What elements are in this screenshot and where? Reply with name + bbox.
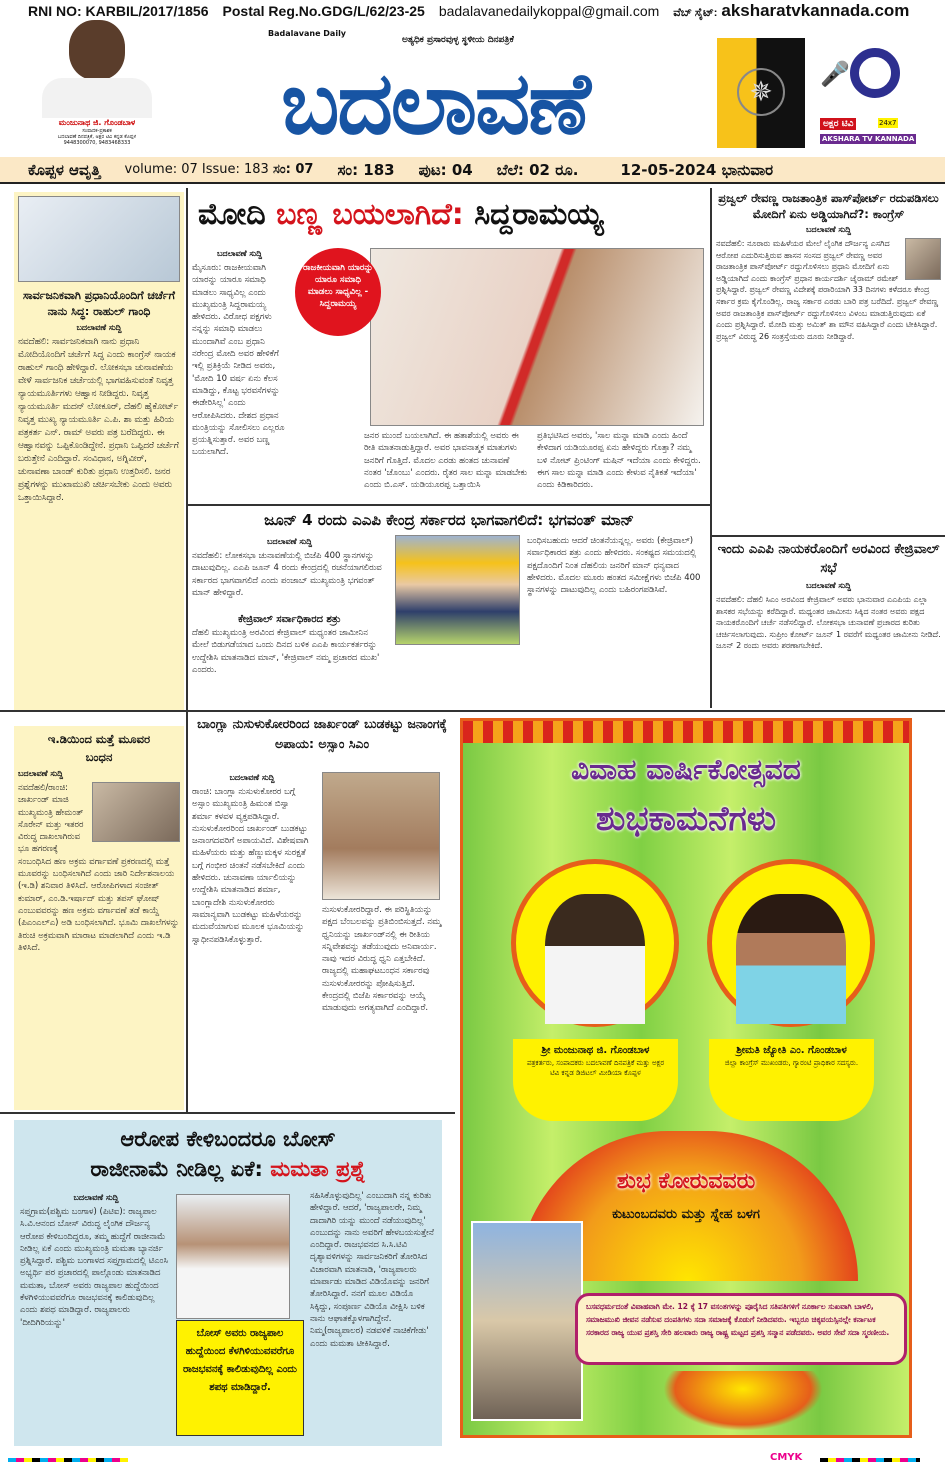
subheadline: ಕೇಜ್ರಿವಾಲ್ ಸರ್ವಾಧಿಕಾರದ ಶತ್ರು: [238, 614, 341, 625]
ad-message: ಬಸವಧರ್ಮದಂತೆ ವಿವಾಹವಾಗಿ ಮೇ. 12 ಕ್ಕೆ 17 ವಸಂತಗಳನ್ನು ಪೂರೈಸಿದ ಸತಿಪತಿಗಳಿಗೆ ನೂರ್ಕಾಲ ಸುಖವಾಗಿ ಬಾಳಲಿ, ಸಮಾಜಮುಖಿ ಜೀವನ ನಡೆಸುವ ದಂಪತಿಗಳು ಸದಾ ಸಮಾಜಕ್ಕೆ ಕೊಡುಗೆ ನೀಡಿದವರು. ಇಬ್ಬರೂ ಚಿಕ್ಕವಯಸ್ಸಿನಲ್ಲೇ ಕರ್ನಾಟಕ ಸರಕಾರದ ರಾಜ್ಯ ಯುವ ಪ್ರಶಸ್ತಿ ಸೇರಿ ಹಲವಾರು ರಾಜ್ಯ ರಾಷ್ಟ್ರ ಮಟ್ಟದ ಪ್ರಶಸ್ತಿ ಸನ್ಮಾನ ಪಡೆದವರು. ಅವರ ಸೇವೆ ಸದಾ ಸ್ಮರಣೀಯ.: [575, 1293, 907, 1365]
byline: ಬದಲಾವಣೆ ಸುದ್ದಿ: [266, 537, 313, 546]
story-body: ರಾಂಚಿ: ಬಾಂಗ್ಲಾ ನುಸುಳುಕೋರರ ಬಗ್ಗೆ ಅಸ್ಸಾಂ ಮುಖ್ಯಮಂತ್ರಿ ಹಿಮಂತ ಬಿಸ್ವಾ ಶರ್ಮಾ ಕಳವಳ ವ್ಯಕ್ತಪಡಿಸಿದ್ದಾರೆ. ನುಸುಳುಕೋರರಿಂದ ಜಾರ್ಖಂಡ್ ಬುಡಕಟ್ಟು ಜನಾಂಗದವರಿಗೆ ಅಪಾಯವಿದೆ. ವಿಶೇಷವಾಗಿ ಮಹಿಳೆಯರು ಮತ್ತು ಹೆಣ್ಣುಮಕ್ಕಳ ಸುರಕ್ಷತೆ ಬಗ್ಗೆ ಗಂಭೀರ ಚಿಂತನೆ ನಡೆಸಬೇಕಿದೆ ಎಂದು ಹೇಳಿದರು. ಚುನಾವಣಾ ರ್ಯಾಲಿಯನ್ನು ಉದ್ದೇಶಿಸಿ ಮಾತನಾಡಿದ ಶರ್ಮಾ, ಬಾಂಗ್ಲಾದೇಶಿ ನುಸುಳುಕೋರರು ಸಾಮಾನ್ಯವಾಗಿ ಬುಡಕಟ್ಟು ಮಹಿಳೆಯರನ್ನು ಮದುವೆಯಾಗುವ ಮೂಲಕ ಭೂಮಿಯನ್ನು ಸ್ವಾಧೀನಪಡಿಸಿಕೊಳ್ಳುತ್ತಾರೆ.: [192, 787, 309, 945]
tv-name: ಅಕ್ಷರ ಟಿವಿ: [820, 118, 856, 130]
editor-name: ಮಂಜುನಾಥ ಜಿ. ಗೊಂಡಬಾಳ: [58, 118, 136, 127]
microphone-icon: 🎤: [820, 60, 850, 88]
story-body: ಬಂಧಿಸಬಹುದು ಆದರೆ ಚಿಂತನೆಯನ್ನಲ್ಲ. ಅವರು (ಕೇಜ್ರಿವಾಲ್) ಸರ್ವಾಧಿಕಾರದ ಶತ್ರು ಎಂದು ಹೇಳಿದರು. ಸಂಕಷ್ಟದ ಸಮಯದಲ್ಲಿ ಪಕ್ಷದೊಂದಿಗೆ ನಿಂತ ದೆಹಲಿಯ ಜನರಿಗೆ ಮಾನ್ ಧನ್ಯವಾದ ಹೇಳಿದರು. ಮೊದಲ ಮೂರು ಹಂತದ ಸಮೀಕ್ಷೆಗಳು ಬಿಜೆಪಿ 400 ಸ್ಥಾನಗಳನ್ನು ದಾಟುವುದಿಲ್ಲ ಎಂದು ಬಹಿರಂಗಪಡಿಸಿವೆ.: [527, 536, 701, 596]
story-mann: [192, 508, 706, 708]
english-name: Badalavane Daily: [268, 29, 347, 38]
headline: ಇ.ಡಿಯಿಂದ ಮತ್ತೆ ಮೂವರ ಬಂಧನ: [47, 732, 151, 764]
headline-line: ಆರೋಪ ಕೇಳಿಬಂದರೂ ಬೋಸ್: [120, 1127, 336, 1151]
story-body: ಜನರ ಮುಂದೆ ಬಯಲಾಗಿದೆ. ಈ ಹತಾಶೆಯಲ್ಲಿ ಅವರು ಈ ರೀತಿ ಮಾತನಾಡುತ್ತಿದ್ದಾರೆ. ಅವರ ಭಾವನಾತ್ಮಕ ಮಾತುಗಳು ಜನರಿಗೆ ಗೊತ್ತಿದೆ. ಮೊದಲ ಎರಡು ಹಂತದ ಚುನಾವಣೆ ನಂತರ 'ಚೊಂಬು' ಎಂದರು. ರೈತರ ಸಾಲ ಮನ್ನಾ ಮಾಡಬೇಕು ಎಂದು ಬಿ.ಎಸ್. ಯಡಿಯೂರಪ್ಪ ಒತ್ತಾಯಿಸಿ: [364, 431, 528, 491]
temple-photo: [471, 1221, 583, 1421]
story-body: ನವದೆಹಲಿ: ದೆಹಲಿ ಸಿಎಂ ಅರವಿಂದ ಕೇಜ್ರಿವಾಲ್ ಅವರು ಭಾನುವಾರ ಎಎಪಿಯ ಎಲ್ಲಾ ಶಾಸಕರ ಸಭೆಯನ್ನು ಕರೆದಿದ್ದಾರೆ. ಮಧ್ಯಂತರ ಜಾಮೀನು ಸಿಕ್ಕಿದ ನಂತರ ಅವರು ಪಕ್ಷದ ನಾಯಕರೊಂದಿಗೆ ಚರ್ಚೆ ನಡೆಸಲಿದ್ದಾರೆ. ಲೋಕಸಭಾ ಚುನಾವಣೆ ಪ್ರಚಾರದ ಕುರಿತು ಚರ್ಚಿಸಲಾಗುವುದು. ಸುಪ್ರೀಂ ಕೋರ್ಟ್ ಜೂನ್ 1 ರವರೆಗೆ ಮಧ್ಯಂತರ ಜಾಮೀನು ನೀಡಿದೆ. ಜೂನ್ 2 ರಂದು ಅವರು ಶರಣಾಗಬೇಕಿದೆ.: [716, 595, 941, 651]
headline-part: ಮೋದಿ: [198, 197, 266, 232]
postal-reg: Postal Reg.No.GDG/L/62/23-25: [222, 3, 425, 19]
headline: ಸಾರ್ವಜನಿಕವಾಗಿ ಪ್ರಧಾನಿಯೊಂದಿಗೆ ಚರ್ಚೆಗೆ ನಾನು ಸಿದ್ಧ: ರಾಹುಲ್ ಗಾಂಧಿ: [23, 289, 175, 318]
headline: ಜೂನ್ 4 ರಂದು ಎಎಪಿ ಕೇಂದ್ರ ಸರ್ಕಾರದ ಭಾಗವಾಗಲಿದೆ: ಭಗವಂತ್ ಮಾನ್: [264, 511, 634, 529]
person1-desc: ಪತ್ರಕರ್ತರು, ಸಂಪಾದಕರು ಬದಲಾವಣೆ ದಿನಪತ್ರಿಕೆ ಮತ್ತು ಅಕ್ಷರ ಟಿವಿ ಕನ್ನಡ ಡಿಜಿಟಲ್ ಮೀಡಿಯಾ ಕೊಪ್ಪಳ: [526, 1059, 665, 1077]
byline: ಬದಲಾವಣೆ ಸುದ್ದಿ: [76, 323, 122, 332]
editor-desc: ಬದಲಾವಣೆ ದಿನಪತ್ರಿಕೆ, ಅಕ್ಷರ ಟಿವಿ ಕನ್ನಡ ಕೊಪ್ಪಳ: [57, 134, 137, 140]
editor-photo: [32, 20, 162, 155]
tagline: ಅತ್ಯಧಿಕ ಪ್ರಸಾರವುಳ್ಳ ಸ್ಥಳೀಯ ದಿನಪತ್ರಿಕೆ: [402, 35, 514, 45]
pull-quote: ಬೋಸ್ ಅವರು ರಾಜ್ಯಪಾಲ ಹುದ್ದೆಯಿಂದ ಕೆಳಗಿಳಿಯುವವರೆಗೂ ರಾಜಭವನಕ್ಕೆ ಕಾಲಿಡುವುದಿಲ್ಲ ಎಂದು ಶಪಥ ಮಾಡಿದ್ದಾರೆ.: [176, 1320, 304, 1436]
hemant-soren-photo: [92, 782, 180, 842]
divider: [712, 535, 945, 537]
email: badalavanedailykoppal@gmail.com: [438, 3, 660, 19]
headline: ಇಂದು ಎಎಪಿ ನಾಯಕರೊಂದಿಗೆ ಅರವಿಂದ ಕೇಜ್ರಿವಾಲ್ ಸಭೆ: [717, 542, 940, 576]
bhagwant-mann-photo: [395, 535, 520, 645]
website-label: ವೆಬ್ ಸೈಟ್:: [673, 7, 718, 19]
story-body: ಸಹಿಸಿಕೊಳ್ಳುವುದಿಲ್ಲ' ಎಂಬುದಾಗಿ ನನ್ನ ಕುರಿತು ಹೇಳಿದ್ದಾರೆ. ಆದರೆ, 'ರಾಜ್ಯಪಾಲರೇ, ನಿಮ್ಮ ದಾದಾಗಿರಿ ಯನ್ನು ಮುಂದೆ ನಡೆಯುವುದಿಲ್ಲ' ಎಂಬುದನ್ನು ನಾನು ಅವರಿಗೆ ಹೇಳಬಯಸುತ್ತೇನೆ ಎಂದಿದ್ದಾರೆ. ರಾಜಭವನದ ಸಿ.ಸಿ.ಟಿವಿ ದೃಶ್ಯಾವಳಿಗಳನ್ನು ಸಾರ್ವಜನಿಕರಿಗೆ ತೋರಿಸಿದ ವಿಚಾರವಾಗಿ ಮಾತನಾಡಿ, 'ರಾಜ್ಯಪಾಲರು ಮಾರ್ಪಾಡು ಮಾಡಿದ ವಿಡಿಯೊವನ್ನು ಜನರಿಗೆ ತೋರಿಸಿದ್ದಾರೆ. ನನಗೆ ಮೂಲ ವಿಡಿಯೊ ಸಿಕ್ಕಿದ್ದು, ಸಂಪೂರ್ಣ ವಿಡಿಯೊ ವೀಕ್ಷಿಸಿ ಬಳಿಕ ನಾನು ಆಘಾತಕ್ಕೊಳಗಾಗಿದ್ದೇನೆ. ನಿಮ್ಮ(ರಾಜ್ಯಪಾಲರ) ನಡವಳಿಕೆ ನಾಚಿಕೆಗೇಡು' ಎಂದು ಮಮತಾ ಟೀಕಿಸಿದ್ದಾರೆ.: [310, 1191, 434, 1349]
headline: ಪ್ರಜ್ವಲ್ ರೇವಣ್ಣ ರಾಜತಾಂತ್ರಿಕ ಪಾಸ್‌ಪೋರ್ಟ್ ರದುಪಡಿಸಲು ಮೋದಿಗೆ ಏನು ಅಡ್ಡಿಯಾಗಿದೆ?: ಕಾಂಗ್ರೆಸ್: [718, 191, 939, 221]
date: 12-05-2024 ಭಾನುವಾರ: [620, 160, 774, 179]
person2-portrait: [707, 859, 875, 1027]
newspaper-logo: ಬದಲಾವಣೆ: [281, 54, 589, 154]
divider: [0, 1112, 455, 1114]
byline: ಬದಲಾವಣೆ ಸುದ್ದಿ: [216, 249, 263, 258]
akshara-tv-logo: [818, 40, 915, 148]
story-body: ನವದೆಹಲಿ: ಲೋಕಸಭಾ ಚುನಾವಣೆಯಲ್ಲಿ ಬಿಜೆಪಿ 400 ಸ್ಥಾನಗಳನ್ನು ದಾಟುವುದಿಲ್ಲ. ಎಎಪಿ ಜೂನ್ 4 ರಂದು ಕೇಂದ್ರದಲ್ಲಿ ರಚನೆಯಾಗಲಿರುವ ಸರ್ಕಾರದ ಭಾಗವಾಗಲಿದೆ ಎಂದು ಪಂಜಾಬ್ ಮುಖ್ಯಮಂತ್ರಿ ಭಗವಂತ್ ಮಾನ್ ಹೇಳಿದ್ದಾರೆ.: [192, 551, 382, 598]
wishers-subtitle: ಕುಟುಂಬದವರು ಮತ್ತು ಸ್ನೇಹ ಬಳಗ: [612, 1207, 760, 1222]
story-mamata: [14, 1120, 442, 1446]
headline: ಬಾಂಗ್ಲಾ ನುಸುಳುಕೋರರಿಂದ ಜಾರ್ಖಂಡ್ ಬುಡಕಟ್ಟು ಜನಾಂಗಕ್ಕೆ ಅಪಾಯ: ಅಸ್ಸಾಂ ಸಿಎಂ: [197, 716, 447, 751]
story-body: ನುಸುಳುಕೋರರಿದ್ದಾರೆ. ಈ ಪರಿಸ್ಥಿತಿಯನ್ನು ಪಕ್ಷದ ಬೆಂಬಲವನ್ನು ಪ್ರತಿಬಿಂಬಿಸುತ್ತದೆ. ನಮ್ಮ ಧ್ವನಿಯನ್ನು ಜಾರ್ಖಂಡ್‌ನಲ್ಲಿ ಈ ರೀತಿಯ ಸನ್ನಿವೇಶವನ್ನು ತಡೆಯುವುದು ಅನಿವಾರ್ಯ. ನಾವು ಇದರ ವಿರುದ್ಧ ಧ್ವನಿ ಎತ್ತಬೇಕಿದೆ. ರಾಜ್ಯದಲ್ಲಿ ಮಹಾಘಟಬಂಧನ ಸರ್ಕಾರವು ನುಸುಳುಕೋರರನ್ನು ಪೋಷಿಸುತ್ತಿದೆ. ಕೇಂದ್ರದಲ್ಲಿ ಬಿಜೆಪಿ ಸರ್ಕಾರವನ್ನು ಆಯ್ಕೆ ಮಾಡುವುದು ಅಗತ್ಯವಾಗಿದೆ ಎಂದಿದ್ದಾರೆ.: [322, 905, 442, 1014]
tv-badge: 24x7: [879, 119, 897, 127]
registration-marks: [0, 1452, 945, 1475]
byline: ಬದಲಾವಣೆ ಸುದ್ದಿ: [229, 773, 275, 782]
divider: [186, 712, 188, 1112]
story-prajwal: [716, 190, 941, 533]
ad-title-2: ಶುಭಕಾಮನೆಗಳು: [595, 799, 777, 839]
tv-english: AKSHARA TV KANNADA: [822, 135, 915, 143]
byline: ಬದಲಾವಣೆ ಸುದ್ದಿ: [805, 225, 852, 234]
sam-1: ಸಂ: 07: [272, 162, 314, 177]
person2-name: ಶ್ರೀಮತಿ ಜ್ಯೋತಿ ಎಂ. ಗೊಂಡಬಾಳ: [736, 1045, 847, 1056]
person1-name: ಶ್ರೀ ಮಂಜುನಾಥ ಜಿ. ಗೊಂಡಬಾಳ: [541, 1045, 650, 1056]
wishers-title: ಶುಭ ಕೋರುವವರು: [616, 1169, 756, 1194]
story-body: ದೆಹಲಿ ಮುಖ್ಯಮಂತ್ರಿ ಅರವಿಂದ ಕೇಜ್ರಿವಾಲ್ ಮಧ್ಯಂತರ ಜಾಮೀನಿನ ಮೇಲೆ ಬಿಡುಗಡೆಯಾದ ಒಂದು ದಿನದ ಬಳಿಕ ಎಎಪಿ ಕಾರ್ಯಕರ್ತರನ್ನು ಉದ್ದೇಶಿಸಿ ಮಾತನಾಡಿದ ಮಾನ್, 'ಕೇಜ್ರಿವಾಲ್ ನಮ್ಮ ಪ್ರಚಾರದ ಮುಖ' ಎಂದರು.: [192, 628, 380, 675]
top-info-line: [0, 0, 945, 22]
quote-badge: ರಾಜಕೀಯವಾಗಿ ಯಾರನ್ನು ಯಾರೂ ಸಮಾಧಿ ಮಾಡಲು ಸಾಧ್ಯವಿಲ್ಲ - ಸಿದ್ದರಾಮಯ್ಯ: [295, 248, 381, 336]
story-modi: [192, 190, 706, 502]
person2-desc: ಜಿಲ್ಲಾ ಕಾಂಗ್ರೆಸ್ ಮುಖಂಡರು, ಗ್ಯಾರಂಟಿ ಪ್ರಾಧಿಕಾರ ಸದಸ್ಯರು.: [724, 1059, 859, 1067]
story-body: ನವದೆಹಲಿ: ಸಾರ್ವಜನಿಕವಾಗಿ ನಾನು ಪ್ರಧಾನಿ ಮೋದಿಯೊಂದಿಗೆ ಚರ್ಚೆಗೆ ಸಿದ್ಧ ಎಂದು ಕಾಂಗ್ರೆಸ್ ನಾಯಕ ರಾಹುಲ್ ಗಾಂಧಿ ಹೇಳಿದ್ದಾರೆ. ಲೋಕಸಭಾ ಚುನಾವಣೆಯ ವೇಳೆ ಸಾರ್ವಜನಿಕ ಚರ್ಚೆಯಲ್ಲಿ ಭಾಗವಹಿಸುವಂತೆ ನಿವೃತ್ತ ನ್ಯಾಯಮೂರ್ತಿಗಳು ಆಹ್ವಾನ ನೀಡಿದ್ದರು. ನಿವೃತ್ತ ನ್ಯಾಯಮೂರ್ತಿ ಮದನ್ ಲೋಕೂರ್, ದೆಹಲಿ ಹೈಕೋರ್ಟ್ ನಿವೃತ್ತ ಮುಖ್ಯ ನ್ಯಾಯಮೂರ್ತಿ ಎ.ಪಿ. ಶಾ ಮತ್ತು ಹಿರಿಯ ಪತ್ರಕರ್ತ ಎನ್. ರಾಮ್ ಅವರು ಪತ್ರ ಬರೆದಿದ್ದರು. ಈ ಆಹ್ವಾನವನ್ನು ಒಪ್ಪಿಕೊಂಡಿದ್ದೇನೆ. ಪ್ರಧಾನಿ ಒಪ್ಪಿದರೆ ಚರ್ಚೆಗೆ ಬರುತ್ತೇನೆ ಎಂದಿದ್ದಾರೆ. ಸಂವಿಧಾನ, ಅಗ್ನಿವೀರ್, ಚುನಾವಣಾ ಬಾಂಡ್ ಕುರಿತು ಪ್ರಧಾನಿ ಉತ್ತರಿಸಲಿ. ಜನರ ಪ್ರಶ್ನೆಗಳನ್ನು ಮುಖಾಮುಖಿ ಚರ್ಚಿಸಬೇಕು ಎಂದು ಅವರು ಒತ್ತಾಯಿಸಿದ್ದಾರೆ.: [18, 337, 179, 503]
story-body: ಪ್ರತಿಭಟಿಸಿದ ಅವರು, 'ಸಾಲ ಮನ್ನಾ ಮಾಡಿ ಎಂದು ಹಿಂದೆ ಕೇಳಿದಾಗ ಯಡಿಯೂರಪ್ಪ ಏನು ಹೇಳಿದ್ದರು ಗೊತ್ತಾ? ನಮ್ಮ ಬಳಿ ನೋಟ್ ಪ್ರಿಂಟಿಂಗ್ ಮಷಿನ್ ಇದೆಯಾ ಎಂದು ಕೇಳಿದ್ದರು. ಈಗ ಸಾಲ ಮನ್ನಾ ಮಾಡಿ ಎಂದು ಕೇಳುವ ನೈತಿಕತೆ ಇದೆಯಾ' ಎಂದು ಕಿಡಿಕಾರಿದರು.: [537, 431, 701, 491]
story-rahul: [14, 192, 184, 710]
editor-phone: 9448300070, 9483468333: [63, 140, 131, 146]
ad-title-1: ವಿವಾಹ ವಾರ್ಷಿಕೋತ್ಸವದ: [571, 753, 801, 786]
editor-role: ಸಂಪಾದಕ-ಪ್ರಕಾಶಕ: [82, 128, 112, 134]
headline: [192, 190, 706, 240]
headline-part: ಸಿದ್ದರಾಮಯ್ಯ: [474, 197, 604, 232]
divider: [186, 188, 188, 723]
story-body: ಮೈಸೂರು: ರಾಜಕೀಯವಾಗಿ ಯಾರನ್ನು ಯಾರೂ ಸಮಾಧಿ ಮಾಡಲು ಸಾಧ್ಯವಿಲ್ಲ ಎಂದು ಮುಖ್ಯಮಂತ್ರಿ ಸಿದ್ದರಾಮಯ್ಯ ಹೇಳಿದರು. ವಿರೋಧ ಪಕ್ಷಗಳು ನನ್ನನ್ನು ಸಮಾಧಿ ಮಾಡಲು ಮುಂದಾಗಿವೆ ಎಂಬ ಪ್ರಧಾನಿ ನರೇಂದ್ರ ಮೋದಿ ಅವರ ಹೇಳಿಕೆಗೆ ಇಲ್ಲಿ ಪ್ರತಿಕ್ರಿಯೆ ನೀಡಿದ ಅವರು, 'ಮೋದಿ 10 ವರ್ಷ ಏನು ಕೆಲಸ ಮಾಡಿದ್ದು, ಕೊಟ್ಟ ಭರವಸೆಗಳನ್ನು ಈಡೇರಿಸಿಲ್ಲ' ಎಂದು ಆರೋಪಿಸಿದರು. ದೇಶದ ಪ್ರಧಾನ ಮಂತ್ರಿಯನ್ನು ಸೋಲಿಸಲು ಎಲ್ಲರೂ ಪ್ರಯತ್ನಿಸುತ್ತಾರೆ. ಅವರ ಬಣ್ಣ ಬಯಲಾಗಿದೆ.: [192, 263, 285, 458]
headline-red: ಮಮತಾ ಪ್ರಶ್ನೆ: [270, 1157, 366, 1181]
edition: ಕೊಪ್ಪಳ ಆವೃತ್ತಿ: [28, 160, 101, 179]
byline: ಬದಲಾವಣೆ ಸುದ್ದಿ: [73, 1193, 119, 1202]
story-ed: [14, 726, 184, 1110]
compass-icon: ✵: [737, 68, 785, 116]
modi-siddaramaiah-photo: [370, 248, 704, 426]
cmyk-label: CMYK: [770, 1452, 803, 1463]
issue: Issue: 183: [201, 162, 269, 177]
edition-info-bar: [0, 157, 945, 184]
mamata-photo: [176, 1194, 290, 1319]
divider: [188, 504, 710, 506]
rni-number: RNI NO: KARBIL/2017/1856: [28, 3, 209, 19]
headline-line: ರಾಜೀನಾಮೆ ನೀಡಿಲ್ಲ ಏಕೆ:: [90, 1157, 263, 1181]
byline: ಬದಲಾವಣೆ ಸುದ್ದಿ: [805, 581, 852, 590]
prajwal-photo: [905, 238, 941, 280]
story-assam: [192, 714, 452, 1110]
price: ಬೆಲೆ: 02 ರೂ.: [496, 160, 579, 179]
lamp-decoration: [663, 1371, 823, 1431]
story-body: ನವದೆಹಲಿ: ನೂರಾರು ಮಹಿಳೆಯರ ಮೇಲೆ ಲೈಂಗಿಕ ದೌರ್ಜನ್ಯ ಎಸಗಿದ ಆರೋಪ ಎದುರಿಸುತ್ತಿರುವ ಹಾಸನ ಸಂಸದ ಪ್ರಜ್ವಲ್ ರೇವಣ್ಣ ಅವರ ರಾಜತಾಂತ್ರಿಕ ಪಾಸ್‌ಪೋರ್ಟ್ ರದ್ದುಗೊಳಿಸಲು ಪ್ರಧಾನಿ ಮೋದಿಗೆ ಏನು ಅಡ್ಡಿಯಾಗಿದೆ ಎಂದು ಕಾಂಗ್ರೆಸ್ ಪ್ರಧಾನ ಕಾರ್ಯದರ್ಶಿ ಜೈರಾಮ್ ರಮೇಶ್ ಪ್ರಶ್ನಿಸಿದ್ದಾರೆ. ಪ್ರಜ್ವಲ್ ರೇವಣ್ಣ ವಿದೇಶಕ್ಕೆ ಪರಾರಿಯಾಗಿ 33 ದಿನಗಳು ಕಳೆದರೂ ಕೇಂದ್ರ ಸರ್ಕಾರ ಕ್ರಮ ಕೈಗೊಂಡಿಲ್ಲ. ರಾಜ್ಯ ಸರ್ಕಾರ ಎರಡು ಬಾರಿ ಪತ್ರ ಬರೆದಿದೆ. ಪ್ರಜ್ವಲ್ ರೇವಣ್ಣ ಅವರ ರಾಜತಾಂತ್ರಿಕ ಪಾಸ್‌ಪೋರ್ಟ್ ರದ್ದುಗೊಳಿಸಲು ವಿಳಂಬ ಮಾಡುತ್ತಿರುವುದು ಏಕೆ ಎಂದು ಪ್ರಶ್ನಿಸಿದ್ದಾರೆ. ಮೋದಿ ಮತ್ತು ಅಮಿತ್ ಶಾ ಮೌನ ವಹಿಸಿದ್ದಾರೆ ಎಂದು ಟೀಕಿಸಿದ್ದಾರೆ. ಪ್ರಜ್ವಲ್ ವಿರುದ್ಧ 26 ಸಂತ್ರಸ್ತೆಯರು ದೂರು ನೀಡಿದ್ದಾರೆ.: [716, 239, 939, 341]
headline: [18, 1124, 438, 1184]
person1-portrait: [511, 859, 679, 1027]
story-body: ನವದೆಹಲಿ/ರಾಂಚಿ: ಜಾರ್ಖಂಡ್ ಮಾಜಿ ಮುಖ್ಯಮಂತ್ರಿ ಹೇಮಂತ್ ಸೊರೇನ್ ಮತ್ತು ಇತರರ ವಿರುದ್ಧ ದಾಖಲಾಗಿರುವ ಭೂ ಹಗರಣಕ್ಕೆ ಸಂಬಂಧಿಸಿದ ಹಣ ಅಕ್ರಮ ವರ್ಗಾವಣೆ ಪ್ರಕರಣದಲ್ಲಿ ಮತ್ತೆ ಮೂವರನ್ನು ಬಂಧಿಸಲಾಗಿದೆ ಎಂದು ಜಾರಿ ನಿರ್ದೇಶನಾಲಯ (ಇ.ಡಿ) ಶನಿವಾರ ತಿಳಿಸಿದೆ. ಆರೋಪಿಗಳಾದ ಸಂಜೀತ್ ಕುಮಾರ್, ಎಂ.ಡಿ.ಇರ್ಷಾದ್ ಮತ್ತು ತಪಸ್ ಘೋಷ್ ಎಂಬುವವರನ್ನು ಹಣ ಅಕ್ರಮ ವರ್ಗಾವಣೆ ತಡೆ ಕಾಯ್ದೆ (ಪಿಎಂಎಲ್ಎ) ಅಡಿ ಬಂಧಿಸಲಾಗಿದೆ. ಭೂಮಿ ದಾಖಲೆಗಳನ್ನು ತಿರುಚಿ ಅಕ್ರಮವಾಗಿ ಮಾರಾಟ ಮಾಡಲಾಗಿದೆ ಎಂದು ಇ.ಡಿ ತಿಳಿಸಿದೆ.: [18, 783, 180, 953]
sam-2: ಸಂ: 183: [337, 160, 395, 179]
himanta-sarma-photo: [322, 772, 440, 900]
headline-part-red: ಬಣ್ಣ ಬಯಲಾಗಿದೆ:: [276, 197, 464, 232]
anniversary-ad: [460, 718, 912, 1438]
rahul-photo: [18, 196, 180, 282]
byline: ಬದಲಾವಣೆ ಸುದ್ದಿ: [18, 769, 64, 778]
website: aksharatvkannada.com: [721, 1, 910, 20]
story-kejriwal: [716, 540, 941, 708]
compass-logo: [717, 38, 805, 148]
page-number: ಪುಟ: 04: [418, 160, 473, 179]
story-body: ಸಪ್ತಗ್ರಾಮ(ಪಶ್ಚಿಮ ಬಂಗಾಳ) (ಪಿಟಿಐ): ರಾಜ್ಯಪಾಲ ಸಿ.ವಿ.ಆನಂದ ಬೋಸ್ ವಿರುದ್ಧ ಲೈಂಗಿಕ ದೌರ್ಜನ್ಯ ಆರೋಪ ಕೇಳಿಬಂದಿದ್ದರೂ, ತಮ್ಮ ಹುದ್ದೆಗೆ ರಾಜೀನಾಮೆ ನೀಡಿಲ್ಲ ಏಕೆ ಎಂದು ಮುಖ್ಯಮಂತ್ರಿ ಮಮತಾ ಬ್ಯಾನರ್ಜಿ ಪ್ರಶ್ನಿಸಿದ್ದಾರೆ. ಪಶ್ಚಿಮ ಬಂಗಾಳದ ಸಪ್ತಗ್ರಾಮದಲ್ಲಿ ಟಿಎಂಸಿ ಅಭ್ಯರ್ಥಿ ಪರ ಪ್ರಚಾರದಲ್ಲಿ ಪಾಲ್ಗೊಂಡು ಮಾತನಾಡಿದ ಮಮತಾ, ಬೋಸ್ ಅವರು ರಾಜ್ಯಪಾಲ ಹುದ್ದೆಯಿಂದ ಕೆಳಗಿಳಿಯುವವರೆಗೂ ರಾಜಭವನಕ್ಕೆ ಕಾಲಿಡುವುದಿಲ್ಲ ಎಂದು ಶಪಥ ಮಾಡಿದ್ದಾರೆ. ರಾಜ್ಯಪಾಲರು 'ದೀದಿಗಿರಿಯನ್ನು': [20, 1207, 168, 1328]
divider: [710, 188, 712, 708]
volume: volume: 07: [124, 162, 198, 177]
